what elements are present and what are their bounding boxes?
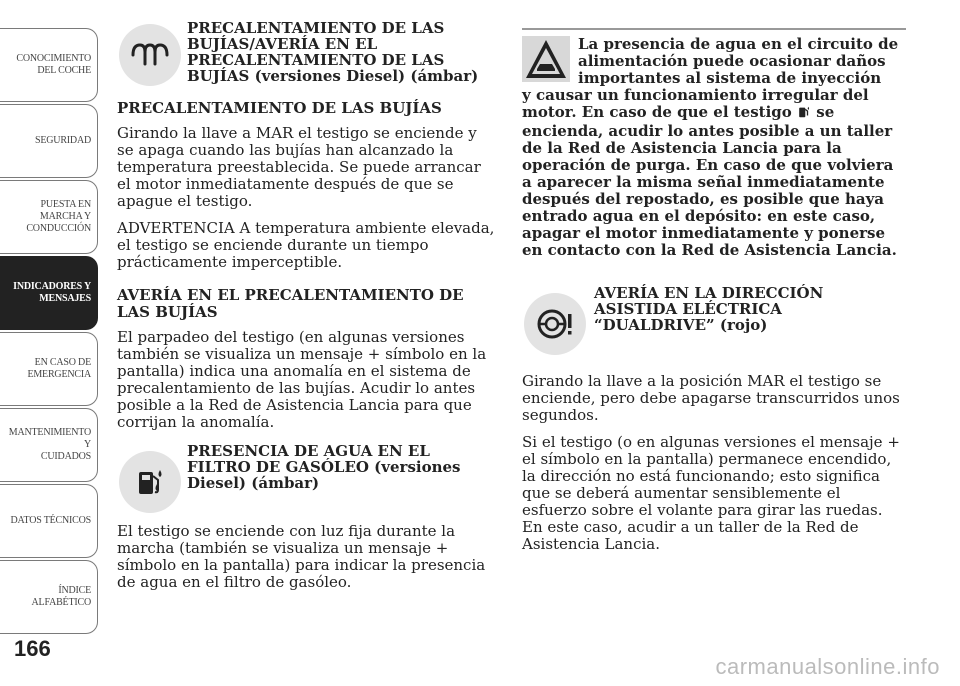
- glow-plug-icon: [119, 24, 181, 86]
- warning-body-b: se encienda, acudir lo antes posible a un taller de la Red de Asistencia Lancia para la operación de purga. En caso de que volviera a aparecer la misma señal inmediatamente después del repostado, es posible que haya entrado agua en el depósito: en este caso, apagar el motor inmediatamente y ponerse en contacto con la Red de Asistencia Lancia.: [522, 103, 897, 259]
- watermark: carmanualsonline.info: [715, 654, 940, 679]
- warning-lead: La presencia de agua en el circuito de alimentación puede ocasionar daños importantes al sistema de inyección: [578, 35, 899, 87]
- steering-paragraph-1: Girando la llave a la posición MAR el testigo se enciende, pero debe apagarse transcurridos unos segundos.: [522, 372, 900, 424]
- right-column: [522, 36, 906, 563]
- steering-title: AVERÍA EN LA DIRECCIÓN ASISTIDA ELÉCTRICA “DUALDRIVE” (rojo): [594, 284, 824, 334]
- left-column: [117, 20, 497, 601]
- water-section-header: [117, 443, 497, 523]
- glow-paragraph-1: Girando la llave a MAR el testigo se enciende y se apaga cuando las bujías han alcanzado la temperatura preestablecida. Se puede arrancar el motor inmediatamente después de que se apague el testigo.: [117, 124, 481, 210]
- water-in-fuel-icon: [119, 451, 181, 513]
- tab-mantenimiento[interactable]: MANTENIMIENTO Y CUIDADOS: [0, 408, 98, 482]
- tab-puesta-en-marcha[interactable]: PUESTA EN MARCHA Y CONDUCCIÓN: [0, 180, 98, 254]
- warning-block: [522, 36, 906, 259]
- glow-paragraph-2: ADVERTENCIA A temperatura ambiente elevada, el testigo se enciende durante un tiempo prácticamente imperceptible.: [117, 219, 495, 271]
- tab-conocimiento[interactable]: CONOCIMIENTO DEL COCHE: [0, 28, 98, 102]
- page-number: 166: [14, 636, 51, 661]
- tab-indice[interactable]: ÍNDICE ALFABÉTICO: [0, 560, 98, 634]
- warning-triangle-icon: [522, 36, 570, 82]
- steering-fault-icon: [524, 293, 586, 355]
- warning-body-a: y causar un funcionamiento irregular del motor. En caso de que el testigo: [522, 86, 869, 121]
- tab-datos-tecnicos[interactable]: DATOS TÉCNICOS: [0, 484, 98, 558]
- fault-subhead: AVERÍA EN EL PRECALENTAMIENTO DE LAS BUJÍAS: [117, 286, 464, 321]
- column-top-rule: [522, 28, 906, 30]
- water-paragraph: El testigo se enciende con luz fija durante la marcha (también se visualiza un mensaje + símbolo en la pantalla) para indicar la presencia de agua en el filtro de gasóleo.: [117, 522, 486, 591]
- steering-paragraph-2: Si el testigo (o en algunas versiones el mensaje + el símbolo en la pantalla) permanece encendido, la dirección no está funcionando; esto significa que se deberá aumentar sensiblemente el esfuerzo sobre el volante para girar las ruedas. En este caso, acudir a un taller de la Red de Asistencia Lancia.: [522, 433, 900, 553]
- tab-seguridad[interactable]: SEGURIDAD: [0, 104, 98, 178]
- glow-subhead: PRECALENTAMIENTO DE LAS BUJÍAS: [117, 99, 442, 117]
- tab-emergencia[interactable]: EN CASO DE EMERGENCIA: [0, 332, 98, 406]
- tab-indicadores[interactable]: INDICADORES Y MENSAJES: [0, 256, 98, 330]
- water-title: PRESENCIA DE AGUA EN EL FILTRO DE GASÓLEO (versiones Diesel) (ámbar): [187, 442, 461, 492]
- steering-section-header: [522, 285, 906, 373]
- glow-plug-title: PRECALENTAMIENTO DE LAS BUJÍAS/AVERÍA EN EL PRECALENTAMIENTO DE LAS BUJÍAS (versiones Diesel) (ámbar): [187, 19, 479, 85]
- water-in-fuel-inline-icon: [797, 105, 811, 123]
- glow-plug-section-header: [117, 20, 497, 100]
- fault-paragraph: El parpadeo del testigo (en algunas versiones también se visualiza un mensaje + símbolo en la pantalla) indica una anomalía en el sistema de precalentamiento de las bujías. Acudir lo antes posible a la Red de Asistencia Lancia para que corrijan la anomalía.: [117, 328, 487, 431]
- warning-body: [522, 87, 906, 259]
